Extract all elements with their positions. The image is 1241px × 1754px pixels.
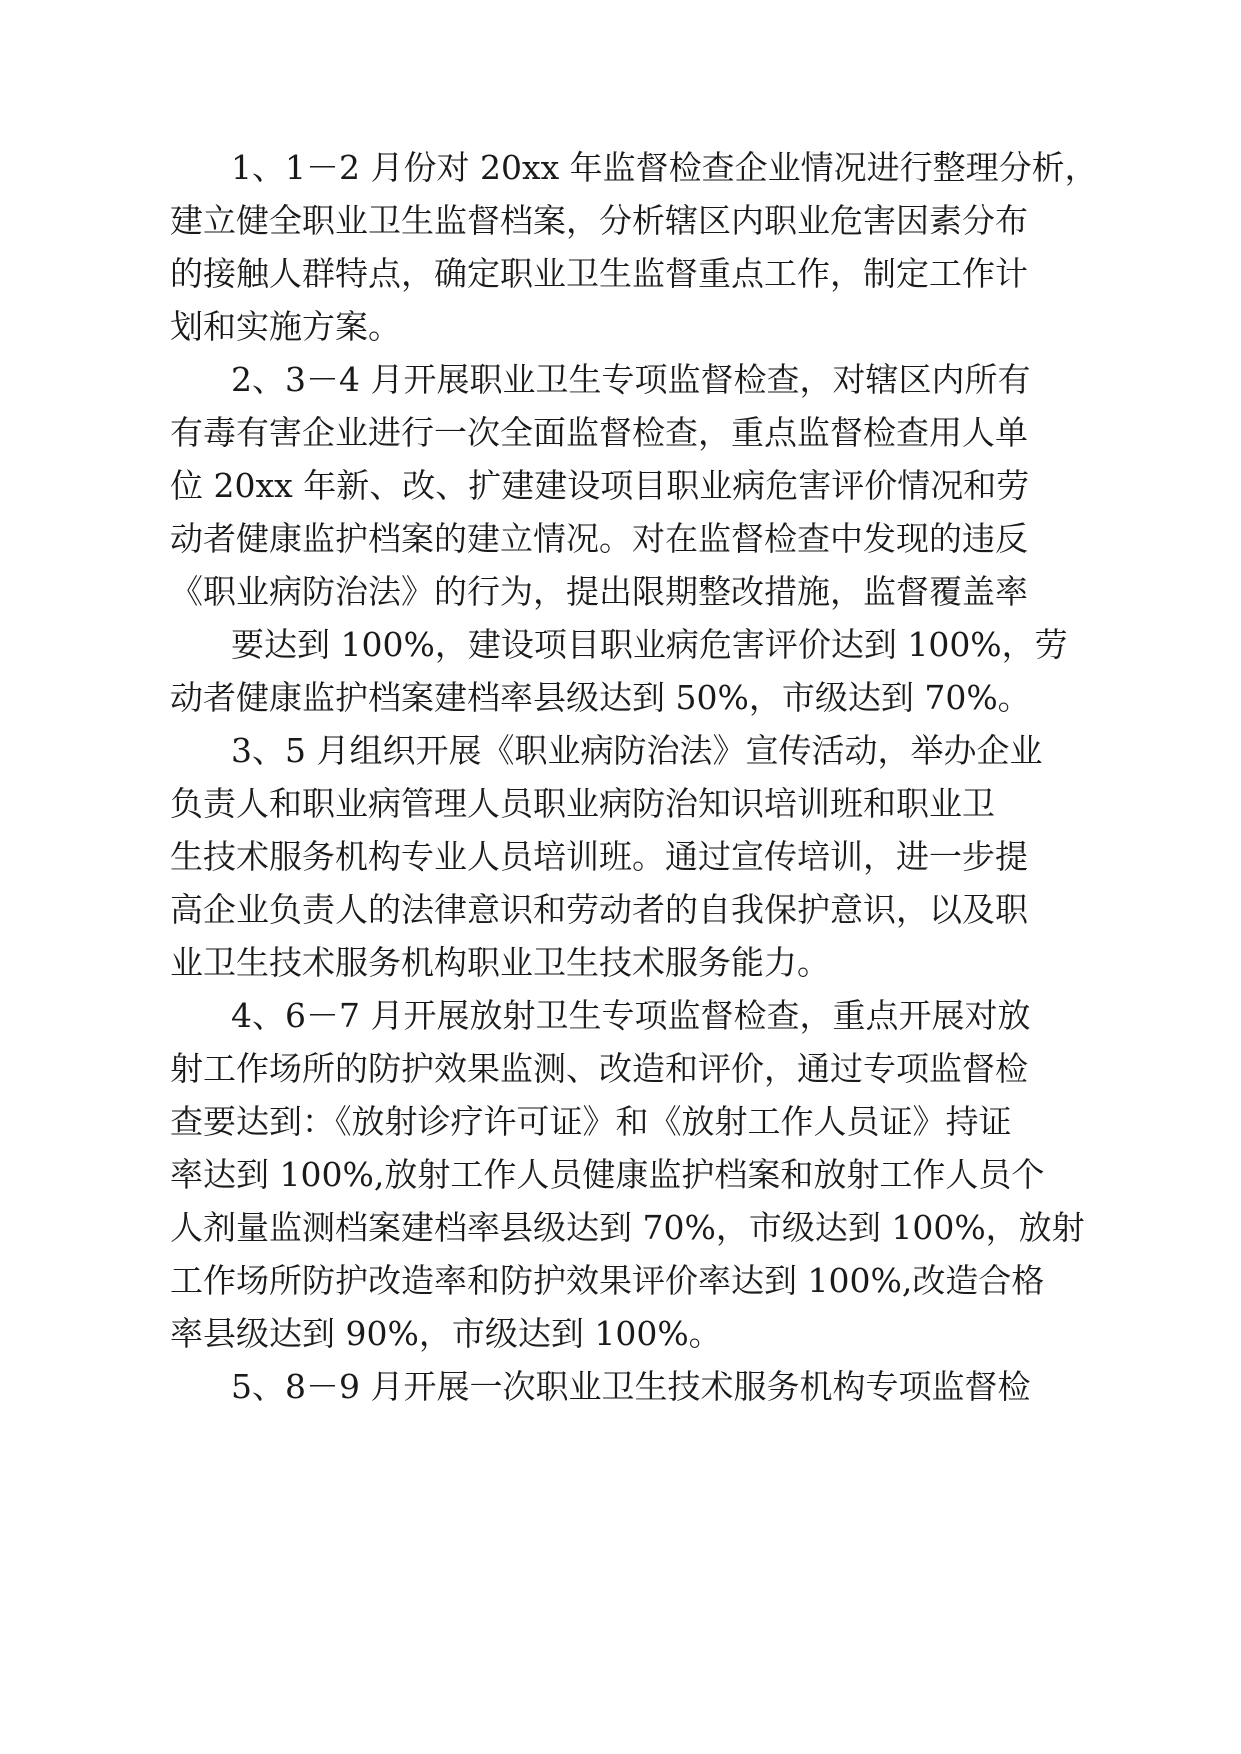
text-line: 2、3－4 月开展职业卫生专项监督检查，对辖区内所有 [231,360,1031,399]
text-line: 高企业负责人的法律意识和劳动者的自我保护意识，以及职 [170,890,1028,929]
text-line: 的接触人群特点，确定职业卫生监督重点工作，制定工作计 [170,254,1028,293]
text-line: 查要达到：《放射诊疗许可证》和《放射工作人员证》持证 [170,1102,1012,1141]
text-line: 《职业病防治法》的行为，提出限期整改措施，监督覆盖率 [170,572,1028,611]
text-line: 人剂量监测档案建档率县级达到 70%，市级达到 100%，放射 [170,1208,1085,1247]
text-line: 生技术服务机构专业人员培训班。通过宣传培训，进一步提 [170,837,1028,876]
text-line: 划和实施方案。 [170,307,401,346]
text-line: 位 20xx 年新、改、扩建建设项目职业病危害评价情况和劳 [170,466,1030,505]
text-line: 3、5 月组织开展《职业病防治法》宣传活动，举办企业 [231,731,1043,770]
text-line: 4、6－7 月开展放射卫生专项监督检查，重点开展对放 [231,996,1031,1035]
text-line: 动者健康监护档案的建立情况。对在监督检查中发现的违反 [170,519,1028,558]
text-line: 负责人和职业病管理人员职业病防治知识培训班和职业卫 [170,784,995,823]
text-line: 动者健康监护档案建档率县级达到 50%，市级达到 70%。 [170,678,1031,717]
text-line: 工作场所防护改造率和防护效果评价率达到 100%,改造合格 [170,1261,1045,1300]
text-line: 业卫生技术服务机构职业卫生技术服务能力。 [170,943,830,982]
text-line: 建立健全职业卫生监督档案，分析辖区内职业危害因素分布 [170,201,1028,240]
text-line: 射工作场所的防护效果监测、改造和评价，通过专项监督检 [170,1049,1028,1088]
text-line: 率达到 100%,放射工作人员健康监护档案和放射工作人员个 [170,1155,1045,1194]
text-line: 要达到 100%，建设项目职业病危害评价达到 100%，劳 [231,625,1068,664]
text-line: 率县级达到 90%，市级达到 100%。 [170,1314,722,1353]
text-line: 5、8－9 月开展一次职业卫生技术服务机构专项监督检 [231,1367,1031,1406]
text-line: 有毒有害企业进行一次全面监督检查，重点监督检查用人单 [170,413,1028,452]
text-line: 1、1－2 月份对 20xx 年监督检查企业情况进行整理分析， [231,148,1098,187]
